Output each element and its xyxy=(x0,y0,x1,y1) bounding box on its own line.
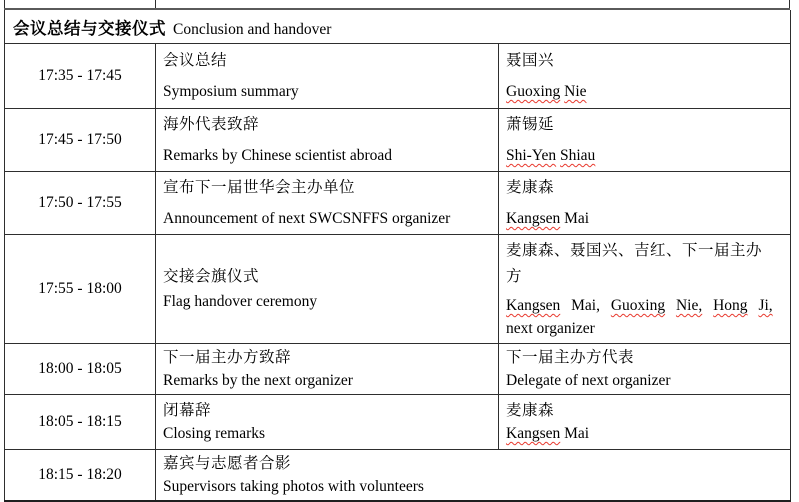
time-cell: 17:50 - 17:55 xyxy=(5,172,156,235)
spellcheck-underline: Shi-Yen xyxy=(506,147,557,164)
activity-title-zh: 嘉宾与志愿者合影 xyxy=(163,455,292,472)
spellcheck-underline: Ji, xyxy=(758,297,773,314)
section-header-cell xyxy=(5,10,791,44)
activity-title-zh: 宣布下一届世华会主办单位 xyxy=(163,179,356,196)
person-cell xyxy=(499,44,791,109)
activity-title-en: Symposium summary xyxy=(163,83,299,100)
person-cell xyxy=(499,109,791,172)
table-row xyxy=(5,172,791,235)
section-title-zh: 会议总结与交接仪式 xyxy=(13,18,166,38)
spellcheck-underline: Nie, xyxy=(675,297,703,314)
table-row xyxy=(5,235,791,344)
person-name-zh: 聂国兴 xyxy=(506,52,555,69)
table-left-border xyxy=(4,0,5,8)
activity-cell xyxy=(156,450,791,502)
activity-title-en: Announcement of next SWCSNFFS organizer xyxy=(163,210,451,227)
section-header-row xyxy=(5,10,791,44)
table-right-border xyxy=(789,0,790,8)
activity-title-zh: 交接会旗仪式 xyxy=(163,268,260,285)
activity-title-en: Flag handover ceremony xyxy=(163,293,318,310)
time-cell: 18:00 - 18:05 xyxy=(5,344,156,395)
person-name-en xyxy=(506,81,784,102)
spellcheck-underline: Guoxing xyxy=(610,297,666,314)
time-cell: 18:15 - 18:20 xyxy=(5,450,156,502)
table-row xyxy=(5,344,791,395)
person-name-en: Kangsen Mai xyxy=(506,425,590,442)
schedule-table-body xyxy=(5,10,791,501)
cropped-previous-row xyxy=(4,0,790,10)
spellcheck-underline: Kangsen xyxy=(506,297,561,314)
activity-title-zh: 闭幕辞 xyxy=(163,402,212,419)
table-row xyxy=(5,44,791,109)
time-cell: 18:05 - 18:15 xyxy=(5,395,156,450)
person-name-zh: 麦康森 xyxy=(506,402,555,419)
person-cell xyxy=(499,172,791,235)
person-name-zh: 下一届主办方代表 xyxy=(506,349,635,366)
schedule-table xyxy=(4,10,791,502)
person-name-en: Kangsen Mai, Guoxing Nie, Hong Ji, next organizer xyxy=(506,297,773,337)
section-title-en: Conclusion and handover xyxy=(173,20,332,38)
time-cell: 17:45 - 17:50 xyxy=(5,109,156,172)
person-cell xyxy=(499,344,791,395)
spellcheck-underline: Kangsen xyxy=(506,210,561,227)
table-row xyxy=(5,395,791,450)
activity-title-en: Closing remarks xyxy=(163,425,266,442)
table-row xyxy=(5,450,791,502)
time-cell: 17:35 - 17:45 xyxy=(5,44,156,109)
person-name-en: Delegate of next organizer xyxy=(506,372,671,389)
activity-title-en: Remarks by Chinese scientist abroad xyxy=(163,147,393,164)
person-name-en: Kangsen Mai xyxy=(506,210,590,227)
activity-cell xyxy=(156,235,499,344)
activity-title-zh: 海外代表致辞 xyxy=(163,116,260,133)
spellcheck-underline: Hong xyxy=(713,297,748,314)
activity-cell xyxy=(156,344,499,395)
time-cell: 17:55 - 18:00 xyxy=(5,235,156,344)
person-name-zh: 萧锡延 xyxy=(506,116,555,133)
activity-title-en: Supervisors taking photos with volunteers xyxy=(163,478,424,495)
column-divider xyxy=(155,0,156,8)
spellcheck-underline: Shiau xyxy=(560,147,596,164)
person-name-zh: 麦康森 xyxy=(506,179,555,196)
spellcheck-underline: Guoxing xyxy=(506,83,561,100)
person-name-zh: 麦康森、聂国兴、吉红、下一届主办 方 xyxy=(506,242,763,285)
activity-cell xyxy=(156,395,499,450)
person-cell xyxy=(499,235,791,344)
activity-cell xyxy=(156,172,499,235)
person-name-en xyxy=(506,145,784,166)
table-row xyxy=(5,109,791,172)
spellcheck-underline: Nie xyxy=(564,83,587,100)
activity-cell xyxy=(156,44,499,109)
activity-cell xyxy=(156,109,499,172)
activity-title-zh: 下一届主办方致辞 xyxy=(163,349,292,366)
activity-title-zh: 会议总结 xyxy=(163,52,228,69)
person-cell xyxy=(499,395,791,450)
spellcheck-underline: Kangsen xyxy=(506,425,561,442)
activity-title-en: Remarks by the next organizer xyxy=(163,372,353,389)
